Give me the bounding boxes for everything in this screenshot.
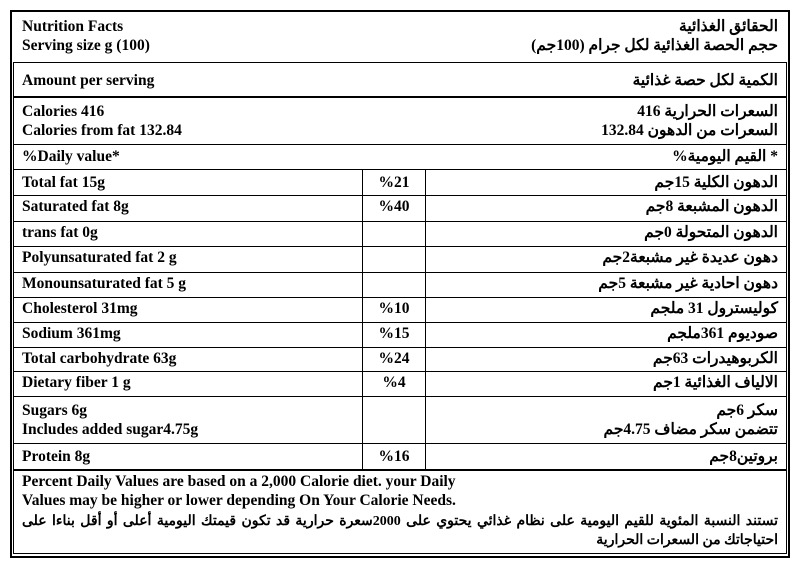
nutrient-name-en: Cholesterol 31mg <box>22 300 138 317</box>
column-rule <box>425 169 426 470</box>
serving-size-en: Serving size g (100) <box>22 37 150 54</box>
calories-en: Calories 416 <box>22 103 105 120</box>
nutrient-name-ar: الالياف الغذائية 1جم <box>653 374 778 391</box>
nutrient-daily-pct: %21 <box>378 174 410 191</box>
footnote-en-line2: Values may be higher or lower depending On Your Calorie Needs. <box>22 492 456 509</box>
divider <box>13 144 787 145</box>
nutrient-name-ar: كوليسترول 31 ملجم <box>650 300 778 317</box>
footnote-ar: تستند النسبة المئوية للقيم اليومية على نظام غذائي يحتوي على 2000سعرة حرارية قد تكون قيمتك اليومية أعلى أو أقل بناءا على احتياجاتك من السعرات الحرارية <box>22 514 778 548</box>
added-sugar-en: Includes added sugar4.75g <box>22 421 199 438</box>
nutrient-name-en: Total carbohydrate 63g <box>22 350 177 367</box>
amount-per-serving-ar: الكمية لكل حصة غذائية <box>632 72 778 89</box>
nutrient-name-ar: الدهون الكلية 15جم <box>654 174 778 191</box>
protein-pct: %16 <box>378 448 410 465</box>
divider <box>13 297 787 298</box>
nutrient-name-ar: دهون احادية غير مشبعة 5جم <box>598 275 778 292</box>
nutrient-name-ar: دهون عديدة غير مشبعة2جم <box>602 249 778 266</box>
nutrient-daily-pct: %10 <box>378 300 410 317</box>
calories-ar: السعرات الحرارية 416 <box>637 103 778 120</box>
nutrient-name-ar: صوديوم 361ملجم <box>667 325 778 342</box>
calories-from-fat-en: Calories from fat 132.84 <box>22 122 182 139</box>
nutrient-daily-pct: %24 <box>378 350 410 367</box>
added-sugar-ar: تتضمن سكر مضاف 4.75جم <box>603 421 778 438</box>
daily-value-ar: * القيم اليومية% <box>672 148 778 165</box>
nutrient-name-en: Dietary fiber 1 g <box>22 374 131 391</box>
amount-per-serving-en: Amount per serving <box>22 72 155 89</box>
nutrient-name-en: Polyunsaturated fat 2 g <box>22 249 177 266</box>
column-rule <box>362 169 363 470</box>
divider <box>13 246 787 247</box>
sugars-ar: سكر 6جم <box>716 402 778 419</box>
sugars-en: Sugars 6g <box>22 402 88 419</box>
divider <box>13 396 787 397</box>
divider <box>13 322 787 323</box>
serving-size-ar: حجم الحصة الغذائية لكل جرام (100جم) <box>531 37 778 54</box>
divider <box>13 195 787 196</box>
title-en: Nutrition Facts <box>22 18 124 35</box>
protein-ar: بروتين8جم <box>709 448 778 465</box>
nutrient-name-en: Total fat 15g <box>22 174 105 191</box>
divider <box>13 96 787 98</box>
nutrient-name-en: Saturated fat 8g <box>22 198 129 215</box>
nutrient-name-en: trans fat 0g <box>22 224 98 241</box>
nutrient-name-ar: الدهون المشبعة 8جم <box>645 198 778 215</box>
nutrient-daily-pct: %15 <box>378 325 410 342</box>
divider <box>13 169 787 170</box>
nutrient-name-ar: الدهون المتحولة 0جم <box>644 224 778 241</box>
nutrient-name-ar: الكربوهيدرات 63جم <box>652 350 778 367</box>
divider <box>13 221 787 222</box>
daily-value-en: %Daily value* <box>22 148 120 165</box>
title-ar: الحقائق الغذائية <box>679 18 778 35</box>
divider <box>13 443 787 444</box>
calories-from-fat-ar: السعرات من الدهون 132.84 <box>601 122 778 139</box>
divider <box>13 371 787 372</box>
protein-en: Protein 8g <box>22 448 91 465</box>
nutrient-name-en: Sodium 361mg <box>22 325 121 342</box>
nutrient-daily-pct: %4 <box>382 374 406 391</box>
divider <box>13 272 787 273</box>
nutrient-name-en: Monounsaturated fat 5 g <box>22 275 187 292</box>
divider <box>13 347 787 348</box>
footnote-en-line1: Percent Daily Values are based on a 2,000 Calorie diet. your Daily <box>22 473 456 490</box>
divider <box>13 469 787 471</box>
nutrient-daily-pct: %40 <box>378 198 410 215</box>
